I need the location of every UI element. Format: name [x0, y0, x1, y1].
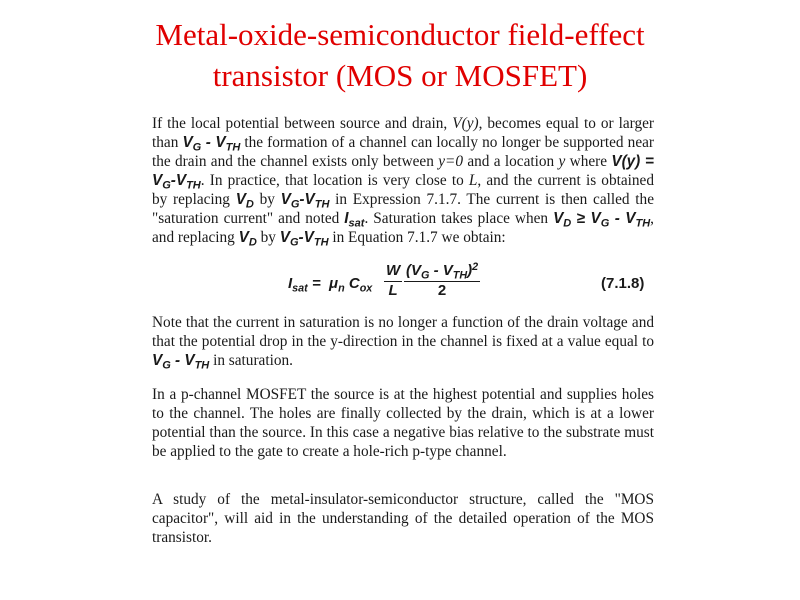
paragraph-saturation: If the local potential between source and drain, V(y), becomes equal to or larger than $V_G - V_{TH}$ the formation of a channel can locally no longer be supported near the drain and the channel exists only between y=0 and a location y where $V(y) = V_G-V_{TH}$. In practice, that location is very close to L, and the current is obtained by replacing $V_D$ by $V_G-V_{TH}$ in Expression 7.1.7. The current is then called the "saturation current" and noted $I_{sat}$. Saturation takes place when $V_D \ge V_G - V_{TH}$, and replacing $V_D$ by $V_G-V_{TH}$ in Equation 7.1.7 we obtain: — [152, 115, 655, 249]
expr-vg-minus-vth: $V_G - V_{TH}$ — [182, 134, 241, 154]
var-v-of-y: V(y) — [452, 115, 479, 132]
equation-number: (7.1.8) — [601, 275, 645, 292]
expr-vg-vth-2: $V_G-V_{TH}$ — [279, 229, 329, 249]
expr-vd-geq: $V_D \ge V_G - V_{TH}$ — [553, 210, 651, 230]
slide-title-line-1: Metal-oxide-semiconductor field-effect — [155, 17, 645, 52]
paragraph-saturation-note: Note that the current in saturation is no longer a function of the drain voltage and that the potential drop in the y-direction in the channel is fixed at a value equal to $V_G - V_{TH}$ in saturation. — [152, 314, 654, 372]
fraction-vg-vth-squared: $(V_G - V_{TH})^2$ 2 — [406, 261, 479, 299]
paragraph-p-channel: In a p-channel MOSFET the source is at the highest potential and supplies holes to the channel. The holes are finally collected by the drain, which is at a lower potential than the source. In this case a negative bias relative to the substrate must be applied to the gate to create a hole-rich p-type channel. — [152, 386, 654, 460]
expr-vd: $V_D$ — [235, 191, 254, 211]
slide-title — [0, 14, 800, 96]
expr-isat: $I_{sat}$ — [344, 210, 365, 230]
slide-title-line-2: transistor (MOS or MOSFET) — [212, 58, 588, 93]
expr-vg-minus-vth-2: $V_G - V_{TH}$ — [152, 352, 210, 372]
equation-lhs: $I_{sat} = \mu_n$ $C_{ox}$ — [288, 275, 373, 295]
expr-vy-equals: $V(y) = V_G-V_{TH}$ — [152, 153, 654, 192]
expr-vd-2: $V_D$ — [238, 229, 257, 249]
paragraph-mos-capacitor: A study of the metal-insulator-semiconductor structure, called the "MOS capacitor", will aid in the understanding of the detailed operation of the MOS transistor. — [152, 491, 654, 546]
fraction-w-over-l: $\frac{W}{L}$ — [386, 262, 401, 299]
expr-vg-vth: $V_G-V_{TH}$ — [280, 191, 330, 211]
equation-isat — [152, 262, 654, 306]
